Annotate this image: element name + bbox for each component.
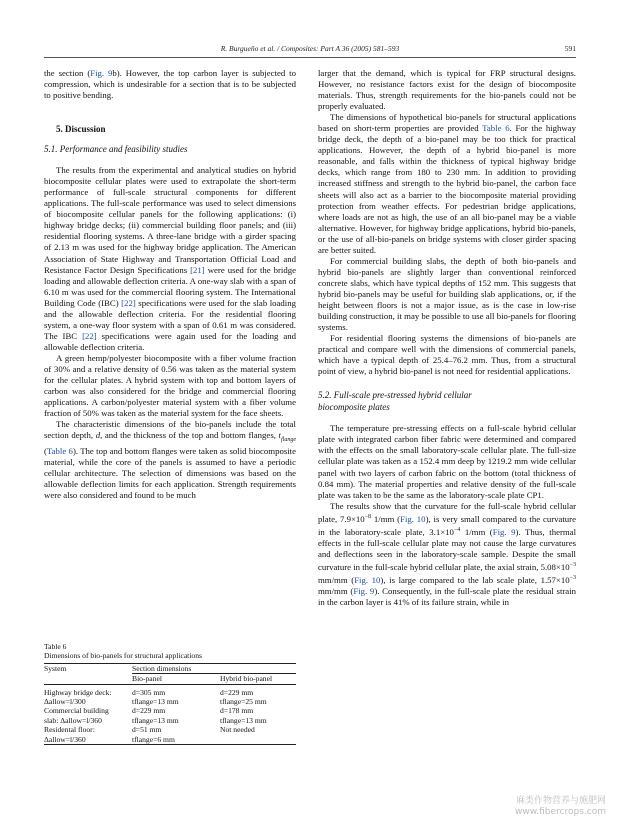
header-rule	[44, 57, 576, 58]
table-header-section-dimensions: Section dimensions	[132, 663, 296, 673]
paragraph: The results show that the curvature for the full-scale hybrid cellular plate, $7.9\times 10^{-8}$ 1/mm (Fig. 10), is very small compared to the curvature in the laboratory-scale plate, $3.1\times 10^{-4}$ 1/mm (Fig. 9). Thus, thermal effects in the full-scale cellular plate may not cause the large curvatures and deflections seen in the laboratory-scale sample. Despite the small curvature in the full-scale hybrid cellular plate, the axial strain, $5.08\times 10^{-3}$ mm/mm (Fig. 10), is large compared to the lab scale plate, $1.57\times 10^{-3}$ mm/mm (Fig. 9). Consequently, in the full-scale plate the residual strain in the carbon layer is 41% of its failure strain, while in	[318, 500, 576, 607]
figure-link[interactable]: Fig. 9	[492, 526, 516, 537]
table-row: Commercial building d=229 mm d=178 mm	[44, 706, 254, 716]
table-label: Table 6	[44, 642, 67, 651]
table-6	[44, 642, 296, 745]
paragraph: The dimensions of hypothetical bio-panels for structural applications based on short-term properties are provided Table 6. For the highway bridge deck, the depth of a bio-panel may be too thick for practical applications. However, the depth of a hybrid bio-panel is more reasonable, and falls within the thickness of typical highway bridge decks, which range from 180 to 230 mm. In addition to providing increased stiffness and strength to the hybrid bio-panel, the carbon face sheets will also act as a barrier to the biocomposite material providing protection from weather effects. For pedestrian bridge applications, where loads are not as high, the use of an all bio-panel may be a viable alternative. However, for highway bridge applications, hybrid bio-panels, or the use of all-bio-panels on bridge systems with closer girder spacing are better suited.	[318, 112, 576, 255]
figure-link[interactable]: Fig. 10	[354, 574, 381, 585]
paragraph-continuation: larger that the demand, which is typical for FRP structural designs. However, no resistance factors exist for the design of biocomposite materials. Thus, strength requirements for the bio-panels could not be properly evaluated.	[318, 68, 576, 112]
table-link[interactable]: Table 6	[46, 446, 73, 457]
table-row: Δallow=l/300 tflange=13 mm tflange=25 mm	[44, 697, 267, 707]
watermark: 麻类作物营养与施肥网 www.fibercrops.com	[515, 796, 606, 817]
paragraph: A green hemp/polyester biocomposite with a fiber volume fraction of 30% and a relative density of 0.56 was taken as the material system for the cellular plates. A hybrid system with top and bottom layers of carbon was also considered for the bridge and commercial flooring applications. A carbon/polyester material system with a fiber volume fraction of 50% was taken as the material system for the face sheets.	[44, 352, 296, 419]
paragraph: The characteristic dimensions of the bio-panels include the total section depth, d, and the thickness of the top and bottom flanges, $t_{flange}$ (Table 6). The top and bottom flanges were taken as solid biocomposite material, while the core of the panels is assumed to have a periodic cellular architecture. The selection of dimensions was based on the allowable deflection limits for each application. Strength requirements were also considered and found to be much	[44, 419, 296, 501]
left-column	[44, 68, 296, 501]
page-number: 591	[564, 44, 576, 53]
figure-link[interactable]: Fig. 9	[353, 585, 375, 596]
figure-link[interactable]: Fig. 9	[90, 68, 113, 78]
table-row: slab: Δallow=l/360 tflange=13 mm tflange=13 mm	[44, 715, 267, 725]
paragraph: The results from the experimental and analytical studies on hybrid biocomposite cellular plates were used to extrapolate the short-term performance of full-scale structural components for different applications. The full-scale performance was used to select dimensions of biocomposite cellular panels for the following applications: (i) highway bridge decks; (ii) commercial building floor panels; and (iii) residential flooring systems. A three-lane bridge with a girder spacing of 2.13 m was used for the highway bridge application. The American Association of State Highway and Transportation Official Load and Resistance Factor Design Specifications [21] were used for the bridge loading and allowable deflection criteria. A one-way slab with a span of 6.10 m was used for the commercial flooring system. The International Building Code (IBC) [22] specifications were used for the slab loading and the allowable deflection criteria. For the residential flooring system, a one-way floor system with a span of 0.61 m was considered. The IBC [22] specifications were again used for the loading and allowable deflection criteria.	[44, 165, 296, 352]
reference-link[interactable]: [21]	[190, 264, 205, 275]
table-grid	[44, 663, 296, 745]
table-header-bio-panel: Bio-panel	[132, 674, 220, 684]
table-row: Residental floor: d=51 mm Not needed	[44, 725, 255, 735]
running-head: R. Burgueño et al. / Composites: Part A 36 (2005) 581–593	[220, 44, 400, 53]
subsection-heading: 5.2. Full-scale pre-stressed hybrid cellular biocomposite plates	[318, 390, 472, 413]
table-row: Δallow=l/360 tflange=6 mm	[44, 735, 296, 745]
paragraph: The temperature pre-stressing effects on a full-scale hybrid cellular plate with integrated carbon fiber fabric were determined and compared with the effects on the small laboratory-scale cellular plate. The full-size cellular plate was taken as a 152.4 mm deep by 1219.2 mm wide cellular panel with two layers of carbon fabric on the bottom (total thickness of 0.84 mm). The material properties and relative density of the full-scale plate was taken to be the same as the laboratory-scale plate CP1.	[318, 423, 576, 500]
table-row: Highway bridge deck: d=305 mm d=229 mm	[44, 687, 254, 697]
figure-link[interactable]: Fig. 10	[400, 513, 426, 524]
paragraph: For commercial building slabs, the depth of both bio-panels and hybrid bio-panels are slightly larger than conventional reinforced concrete slabs, which have typical depths of 152 mm. This suggests that hybrid bio-panels may be useful for building slab applications, or, if the height between floors is not a major issue, as is the case in low-rise building construction, it may be possible to use all bio-panels for flooring systems.	[318, 255, 576, 333]
reference-link[interactable]: [22]	[121, 297, 136, 308]
paragraph-continuation: the section (Fig. 9b). However, the top carbon layer is subjected to compression, which is undesirable for a section that is to be subjected to positive bending.	[44, 68, 296, 101]
right-column	[318, 68, 576, 608]
table-caption: Dimensions of bio-panels for structural applications	[44, 651, 202, 661]
table-header-system: System	[44, 663, 132, 673]
paragraph: For residential flooring systems the dimensions of bio-panels are practical and compare well with the dimensions of commercial panels, which have a typical depth of 25.4–76.2 mm. Thus, from a structural point of view, a hybrid bio-panel is not need for residential applications.	[318, 333, 576, 377]
reference-link[interactable]: [22]	[82, 330, 97, 341]
subsection-heading: 5.1. Performance and feasibility studies	[44, 144, 188, 155]
table-header-hybrid-bio-panel: Hybrid bio-panel	[220, 674, 296, 684]
table-link[interactable]: Table 6	[482, 123, 510, 134]
section-heading: 5. Discussion	[56, 124, 106, 135]
